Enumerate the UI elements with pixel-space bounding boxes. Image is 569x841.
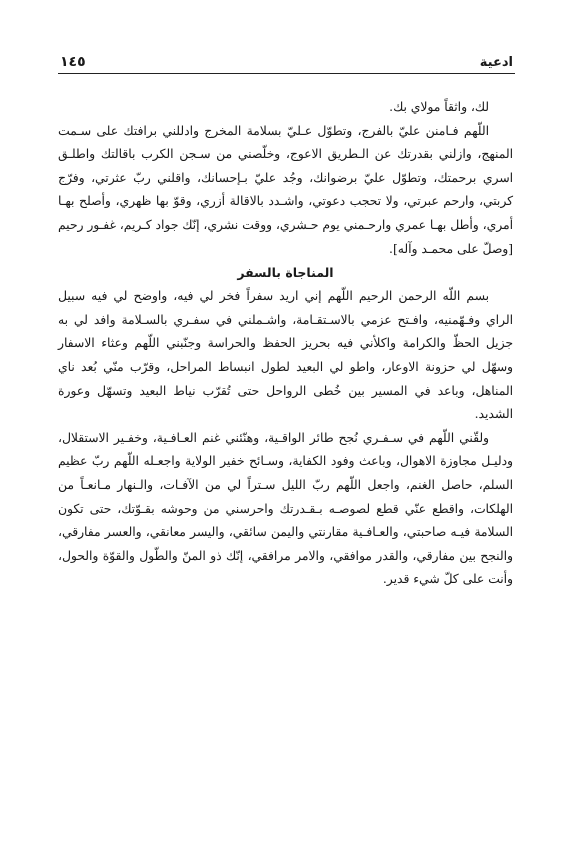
- header-rule: [58, 73, 515, 74]
- paragraph-travel-prayer-1: بسم اللّه الرحمن الرحيم اللّهم إني اريد سفراً فخر لي فيه، واوضح لي فيه سبيل الراي وفـهّمنيه، وافـتح عزمي بالاسـتقـامة، واشـملني في سفـري بالسـلامة وافد لي به جزيل الحظّ والكرامة واكلأني فيه بحريز الحفظ والحراسة وجنّبني اللّهم وعثاء الاسفار وسهّل لي حزونة الاوعار، واطو لي البعيد لطول انبساط المراحل، وقرّب منّي بُعد ناي المناهل، وباعد في المسير بين خُطى الرواحل حتى تُقرّب نياط البعيد وتسهّل وعورة الشديد.: [58, 289, 513, 422]
- page-number: ١٤٥: [60, 54, 86, 70]
- page-body: [58, 96, 513, 592]
- paragraph-supplication: اللّهم فـامنن عليّ بالفرج، وتطوّل عـليّ بسلامة المخرج وادللني برافتك على سـمت المنهج، وازلني بقدرتك عن الـطريق الاعوج، وخلّصني من سـجن الكرب باقالتك واطلـق اسري برحمتك، وتطوّل عليّ برضوانك، وجُد عليّ بـإحسانك، واقلني ربّ عثرتي، وفرّج كربتي، وارحم عبرتي، ولا تحجب دعوتي، واشـدد بالاقالة أزري، وقوّ بها ظهري، وأصلح بهـا أمري، وأطل بهـا عمري وارحـمني يوم حـشري، ووقت نشري، إنّك جواد كـريم، غفـور رحيم [وصلّ على محمـد وآله].: [58, 123, 513, 256]
- paragraph-closing-line: لك، واثقاً مولاي بك.: [389, 100, 489, 114]
- running-title: ادعية: [479, 55, 513, 70]
- section-heading: المناجاة بالسفر: [237, 265, 334, 281]
- running-head: [60, 48, 513, 70]
- paragraph-travel-prayer-2: ولقّني اللّهم في سـفـري نُجح طائر الواقـية، وهنّئني غنم العـافـية، وخفـير الاستقلال، ودليـل مجاوزة الاهوال، وباعث وفود الكفاية، وسـائح خفير الولاية واجعـله اللّهم ربّ عظيم السلم، حاصل الغنم، واجعل اللّهم ربّ الليل سـتراً لي من الآفـات، والـنهار مـانعـاً من الهلكات، واقطع عنّي قطع لصوصـه بـقـدرتك واحرسني من وحوشه بقـوّتك، حتى تكون السلامة فيـه صاحبتي، والعـافـية مقارنتي واليمن سائقي، واليسر معانقي، والعسر مفارقي، والنجح بين مفارقي، والقدر موافقي، والامر مرافقي، إنّك ذو المنّ والطّول والقوّة والحول، وأنت على كلّ شيء قدير.: [58, 430, 513, 587]
